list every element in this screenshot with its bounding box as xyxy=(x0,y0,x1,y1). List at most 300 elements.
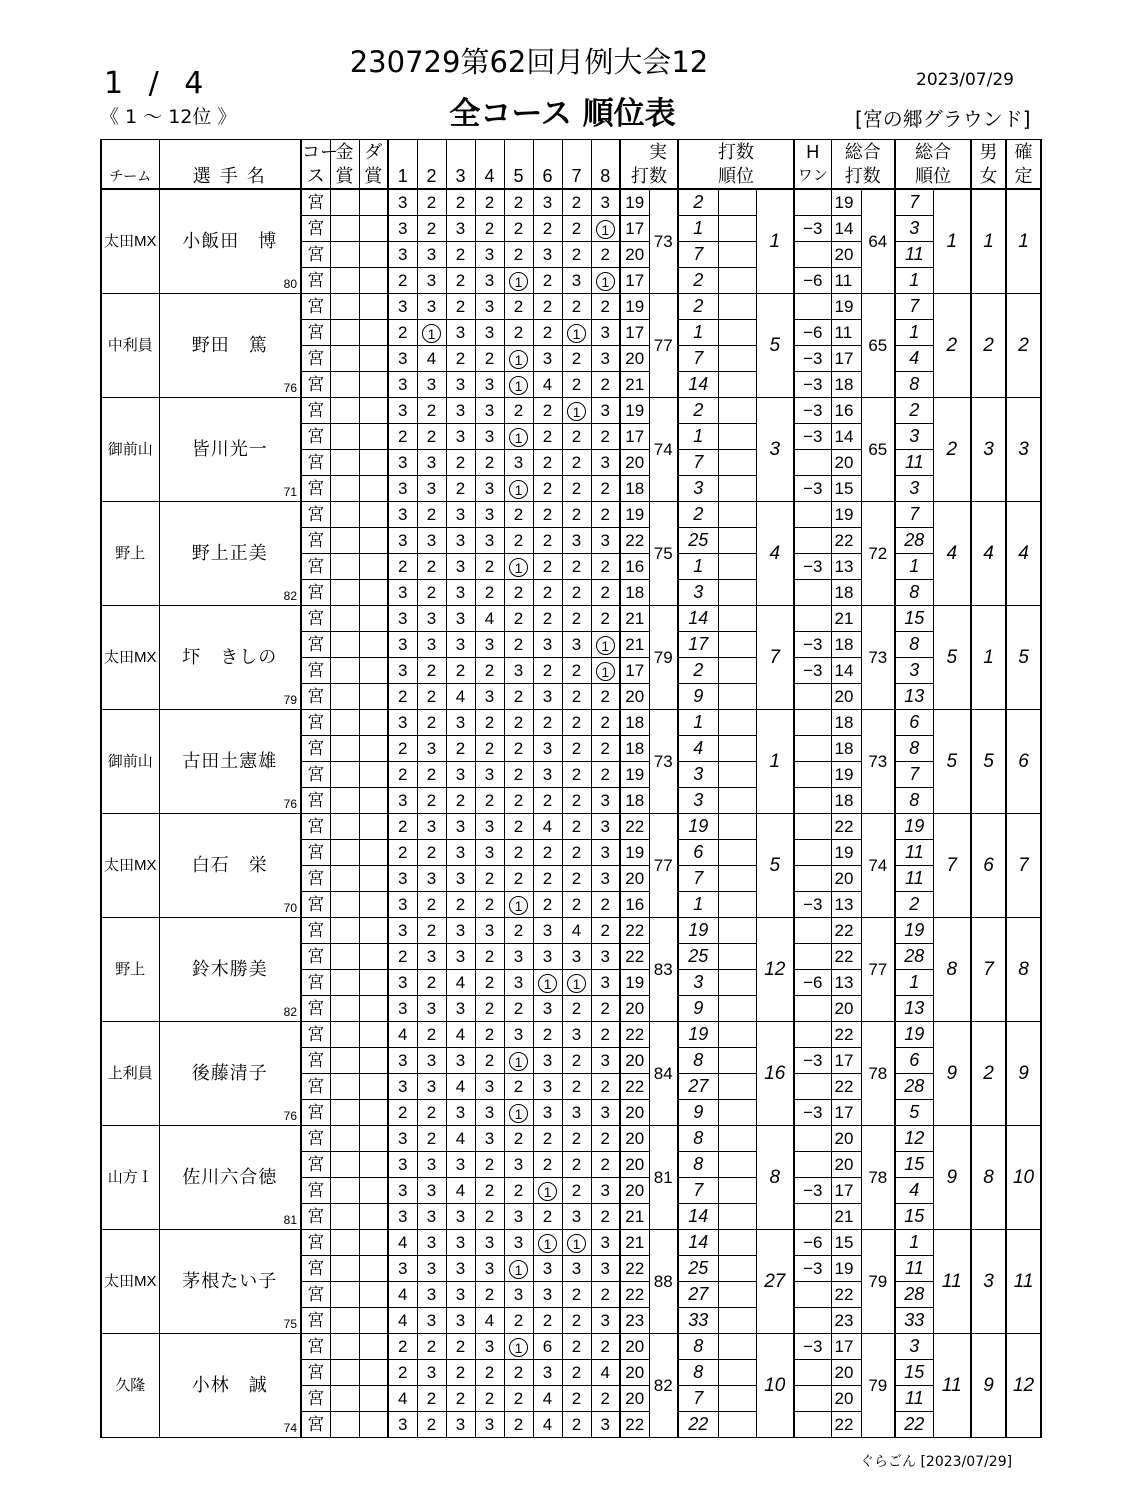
hole-7-score: 2 xyxy=(562,606,591,632)
round-score-cell: 22 xyxy=(620,1022,649,1048)
round-rank-spacer xyxy=(718,346,756,372)
gold-prize-cell xyxy=(330,1360,359,1386)
course-cell: 宮 xyxy=(301,996,330,1022)
course-cell: 宮 xyxy=(301,554,330,580)
player-age: 76 xyxy=(283,797,297,811)
round-rank-cell: 27 xyxy=(678,1282,718,1308)
course-cell: 宮 xyxy=(301,1074,330,1100)
round-rank-cell: 1 xyxy=(678,554,718,580)
round-overall-rank-cell: 7 xyxy=(895,502,933,528)
hole-8-score xyxy=(591,216,620,242)
course-cell: 宮 xyxy=(301,866,330,892)
hole-3-score: 3 xyxy=(446,1048,475,1074)
hole-2-score: 2 xyxy=(417,554,446,580)
hole-5-score: 2 xyxy=(504,1074,533,1100)
round-score-cell: 17 xyxy=(620,320,649,346)
hole-in-one-bonus-cell xyxy=(794,294,831,320)
gender-header: 女 xyxy=(971,164,1006,189)
player-name-cell xyxy=(159,918,301,1022)
hole-5-score xyxy=(504,892,533,918)
hole-8-score: 2 xyxy=(591,502,620,528)
round-rank-spacer xyxy=(718,788,756,814)
round-rank-cell: 1 xyxy=(678,892,718,918)
gender-rank-cell: 9 xyxy=(971,1334,1006,1438)
round-rank-spacer xyxy=(718,710,756,736)
da-prize-cell xyxy=(359,762,388,788)
combined-total-cell: 64 xyxy=(861,189,895,294)
round-rank-cell: 25 xyxy=(678,528,718,554)
da-prize-cell xyxy=(359,502,388,528)
hole-6-score: 3 xyxy=(533,1360,562,1386)
hole-4-score: 2 xyxy=(475,189,504,216)
hole-8-score: 3 xyxy=(591,840,620,866)
da-header: 賞 xyxy=(359,164,388,189)
overall-rank-cell: 2 xyxy=(933,398,971,502)
player-age: 82 xyxy=(283,1005,297,1019)
gold-prize-cell xyxy=(330,944,359,970)
round-total-cell: 21 xyxy=(831,606,861,632)
table-row xyxy=(101,294,1041,320)
course-cell: 宮 xyxy=(301,216,330,242)
round-overall-rank-cell: 4 xyxy=(895,1178,933,1204)
hole-7-score: 2 xyxy=(562,580,591,606)
hole-6-score: 6 xyxy=(533,1334,562,1360)
hole-2-score: 3 xyxy=(417,944,446,970)
round-rank-spacer xyxy=(718,1282,756,1308)
hole-in-one-bonus-cell xyxy=(794,1386,831,1412)
round-score-cell: 22 xyxy=(620,814,649,840)
hole-4-score: 2 xyxy=(475,970,504,996)
round-overall-rank-cell: 1 xyxy=(895,970,933,996)
hole-4-score: 2 xyxy=(475,1360,504,1386)
round-total-cell: 21 xyxy=(831,1204,861,1230)
hole-4-score: 2 xyxy=(475,1152,504,1178)
hole-5-score: 2 xyxy=(504,528,533,554)
round-total-cell: 17 xyxy=(831,1178,861,1204)
hole-7-score: 3 xyxy=(562,1204,591,1230)
hole-4-score: 3 xyxy=(475,1334,504,1360)
gold-prize-cell xyxy=(330,892,359,918)
round-score-cell: 22 xyxy=(620,1256,649,1282)
hole-in-one-bonus-cell: −6 xyxy=(794,1230,831,1256)
round-score-cell: 19 xyxy=(620,840,649,866)
hole-in-one-mark: 1 xyxy=(596,662,615,681)
hole-2-score: 2 xyxy=(417,788,446,814)
hole-7-score: 2 xyxy=(562,710,591,736)
hole-3-score: 2 xyxy=(446,242,475,268)
round-overall-rank-cell: 8 xyxy=(895,580,933,606)
hole-7-score: 2 xyxy=(562,189,591,216)
overall-rank-cell: 8 xyxy=(933,918,971,1022)
h-header-top: H xyxy=(794,140,831,165)
hole-5-score: 3 xyxy=(504,1152,533,1178)
round-rank-cell: 7 xyxy=(678,1178,718,1204)
hole-8-score xyxy=(591,268,620,294)
round-rank-cell: 8 xyxy=(678,1126,718,1152)
round-rank-cell: 1 xyxy=(678,424,718,450)
gold-prize-cell xyxy=(330,1256,359,1282)
final-rank-cell: 12 xyxy=(1006,1334,1041,1438)
round-total-cell: 14 xyxy=(831,424,861,450)
round-rank-cell: 2 xyxy=(678,189,718,216)
hole-in-one-bonus-cell xyxy=(794,944,831,970)
course-cell: 宮 xyxy=(301,320,330,346)
header-row-bottom xyxy=(101,164,1041,189)
round-score-cell: 17 xyxy=(620,658,649,684)
course-cell: 宮 xyxy=(301,970,330,996)
hole-5-score xyxy=(504,424,533,450)
round-score-cell: 21 xyxy=(620,632,649,658)
round-overall-rank-cell: 15 xyxy=(895,1152,933,1178)
da-prize-cell xyxy=(359,424,388,450)
gold-prize-cell xyxy=(330,658,359,684)
round-total-cell: 19 xyxy=(831,502,861,528)
round-score-cell: 19 xyxy=(620,294,649,320)
round-rank-cell: 6 xyxy=(678,840,718,866)
player-name-cell xyxy=(159,606,301,710)
round-rank-spacer xyxy=(718,1204,756,1230)
stroke-rank-cell: 8 xyxy=(756,1126,794,1230)
round-score-cell: 18 xyxy=(620,788,649,814)
hole-6-score: 2 xyxy=(533,216,562,242)
hole-8-score: 2 xyxy=(591,476,620,502)
hole-in-one-mark: 1 xyxy=(596,272,615,291)
round-rank-cell: 8 xyxy=(678,1152,718,1178)
hole-2-score: 2 xyxy=(417,1100,446,1126)
round-total-cell: 11 xyxy=(831,268,861,294)
hole-in-one-bonus-cell: −3 xyxy=(794,554,831,580)
hole-3-score: 3 xyxy=(446,1308,475,1334)
hole-6-score: 2 xyxy=(533,528,562,554)
round-overall-rank-cell: 8 xyxy=(895,372,933,398)
hole-7-score: 2 xyxy=(562,814,591,840)
hole-5-score: 2 xyxy=(504,814,533,840)
combined-total-cell: 74 xyxy=(861,814,895,918)
hole-2-score: 2 xyxy=(417,840,446,866)
hole-5-score: 3 xyxy=(504,450,533,476)
player-age: 79 xyxy=(283,693,297,707)
hole-in-one-bonus-cell: −6 xyxy=(794,268,831,294)
table-row xyxy=(101,814,1041,840)
hole-1-score: 3 xyxy=(388,528,417,554)
hole-4-score: 2 xyxy=(475,658,504,684)
hole-8-score: 2 xyxy=(591,892,620,918)
hole-4-score: 3 xyxy=(475,1256,504,1282)
da-prize-cell xyxy=(359,944,388,970)
actual-strokes-cell: 84 xyxy=(649,1022,678,1126)
hole-3-score: 2 xyxy=(446,736,475,762)
hole-1-score: 3 xyxy=(388,632,417,658)
overall-header: 順位 xyxy=(895,164,971,189)
gender-rank-cell: 7 xyxy=(971,918,1006,1022)
round-rank-spacer xyxy=(718,1126,756,1152)
hole-in-one-mark: 1 xyxy=(509,896,528,915)
round-score-cell: 19 xyxy=(620,502,649,528)
final-rank-cell: 7 xyxy=(1006,814,1041,918)
round-total-cell: 17 xyxy=(831,1048,861,1074)
overall-rank-cell: 5 xyxy=(933,710,971,814)
actual-header: 打数 xyxy=(620,164,678,189)
round-overall-rank-cell: 6 xyxy=(895,710,933,736)
hole-7-score: 2 xyxy=(562,1308,591,1334)
strokes-header-top: 打数 xyxy=(678,140,794,165)
overall-rank-cell: 7 xyxy=(933,814,971,918)
hole-4-score: 3 xyxy=(475,268,504,294)
player-name: 皆川光一 xyxy=(191,439,268,459)
hole-5-score: 2 xyxy=(504,294,533,320)
hole-6-score: 3 xyxy=(533,189,562,216)
da-prize-cell xyxy=(359,189,388,216)
hole-2-score: 3 xyxy=(417,268,446,294)
overall-rank-cell: 9 xyxy=(933,1126,971,1230)
hole-2-score: 3 xyxy=(417,606,446,632)
hole-5-score: 2 xyxy=(504,1178,533,1204)
hole-1-score: 4 xyxy=(388,1386,417,1412)
round-overall-rank-cell: 8 xyxy=(895,788,933,814)
actual-strokes-cell: 88 xyxy=(649,1230,678,1334)
hole-5-score: 3 xyxy=(504,944,533,970)
course-cell: 宮 xyxy=(301,398,330,424)
hole-6-score: 2 xyxy=(533,606,562,632)
hole-in-one-mark: 1 xyxy=(509,376,528,395)
hole-8-score: 2 xyxy=(591,918,620,944)
rank-range: 《 1 ～ 12位 》 xyxy=(100,106,237,128)
hole-7-score: 3 xyxy=(562,1256,591,1282)
course-cell: 宮 xyxy=(301,242,330,268)
combined-total-cell: 72 xyxy=(861,502,895,606)
hole-7-header: 7 xyxy=(562,164,591,189)
hole-2-score: 3 xyxy=(417,996,446,1022)
round-score-cell: 20 xyxy=(620,996,649,1022)
round-overall-rank-cell: 11 xyxy=(895,1256,933,1282)
table-row xyxy=(101,189,1041,216)
hole-4-score: 3 xyxy=(475,762,504,788)
hole-7-score: 2 xyxy=(562,242,591,268)
round-overall-rank-cell: 4 xyxy=(895,346,933,372)
round-total-cell: 18 xyxy=(831,372,861,398)
round-rank-cell: 14 xyxy=(678,372,718,398)
combined-total-cell: 65 xyxy=(861,398,895,502)
final-rank-cell: 9 xyxy=(1006,1022,1041,1126)
hole-7-score: 2 xyxy=(562,372,591,398)
round-score-cell: 22 xyxy=(620,944,649,970)
round-rank-cell: 14 xyxy=(678,1204,718,1230)
hole-8-score: 2 xyxy=(591,1126,620,1152)
da-prize-cell xyxy=(359,1230,388,1256)
da-prize-cell xyxy=(359,242,388,268)
round-total-cell: 13 xyxy=(831,970,861,996)
round-overall-rank-cell: 11 xyxy=(895,866,933,892)
gold-header: 賞 xyxy=(330,164,359,189)
round-rank-spacer xyxy=(718,528,756,554)
round-score-cell: 20 xyxy=(620,346,649,372)
hole-4-score: 3 xyxy=(475,476,504,502)
round-rank-cell: 19 xyxy=(678,918,718,944)
hole-7-score: 3 xyxy=(562,1022,591,1048)
round-rank-cell: 9 xyxy=(678,684,718,710)
course-cell: 宮 xyxy=(301,684,330,710)
da-prize-cell xyxy=(359,788,388,814)
hole-8-score: 3 xyxy=(591,528,620,554)
da-header-top: ダ xyxy=(359,140,388,165)
hole-in-one-bonus-cell xyxy=(794,762,831,788)
round-total-cell: 14 xyxy=(831,216,861,242)
hole-1-score: 2 xyxy=(388,1334,417,1360)
hole-3-score: 3 xyxy=(446,216,475,242)
hole-7-score: 2 xyxy=(562,1178,591,1204)
round-score-cell: 20 xyxy=(620,1360,649,1386)
round-score-cell: 20 xyxy=(620,1386,649,1412)
round-rank-spacer xyxy=(718,996,756,1022)
hole-7-score: 2 xyxy=(562,1126,591,1152)
hole-8-score: 3 xyxy=(591,1100,620,1126)
hole-8-score: 3 xyxy=(591,450,620,476)
player-name: 鈴木勝美 xyxy=(191,959,268,979)
hole-4-score: 3 xyxy=(475,1100,504,1126)
round-rank-spacer xyxy=(718,1386,756,1412)
gender-rank-cell: 5 xyxy=(971,710,1006,814)
gold-prize-cell xyxy=(330,320,359,346)
hole-in-one-mark: 1 xyxy=(509,1104,528,1123)
actual-strokes-cell: 81 xyxy=(649,1126,678,1230)
da-prize-cell xyxy=(359,606,388,632)
player-name: 野上正美 xyxy=(191,543,268,563)
da-prize-cell xyxy=(359,1048,388,1074)
round-score-cell: 20 xyxy=(620,1100,649,1126)
hole-5-score xyxy=(504,268,533,294)
gold-prize-cell xyxy=(330,502,359,528)
hole-2-score: 4 xyxy=(417,346,446,372)
hole-7-score: 2 xyxy=(562,1282,591,1308)
hole-1-score: 3 xyxy=(388,996,417,1022)
hole-3-score: 4 xyxy=(446,1126,475,1152)
round-rank-cell: 7 xyxy=(678,866,718,892)
round-total-cell: 15 xyxy=(831,1230,861,1256)
hole-5-score: 2 xyxy=(504,242,533,268)
round-total-cell: 20 xyxy=(831,242,861,268)
strokes-header: 順位 xyxy=(678,164,794,189)
course-cell: 宮 xyxy=(301,1308,330,1334)
gold-prize-cell xyxy=(330,606,359,632)
actual-header-top: 実 xyxy=(649,140,678,165)
hole-3-score: 3 xyxy=(446,502,475,528)
gender-rank-cell: 1 xyxy=(971,606,1006,710)
round-overall-rank-cell: 7 xyxy=(895,189,933,216)
round-total-cell: 20 xyxy=(831,866,861,892)
gold-prize-cell xyxy=(330,476,359,502)
hole-in-one-bonus-cell xyxy=(794,1412,831,1438)
h-header: ワン xyxy=(794,164,831,189)
hole-in-one-bonus-cell xyxy=(794,1152,831,1178)
stroke-rank-cell: 1 xyxy=(756,710,794,814)
player-age: 81 xyxy=(283,1213,297,1227)
hole-in-one-bonus-cell xyxy=(794,1360,831,1386)
round-rank-cell: 19 xyxy=(678,814,718,840)
actual-strokes-cell: 73 xyxy=(649,189,678,294)
hole-8-score: 3 xyxy=(591,1256,620,1282)
overall-rank-cell: 11 xyxy=(933,1230,971,1334)
course-cell: 宮 xyxy=(301,476,330,502)
round-overall-rank-cell: 11 xyxy=(895,840,933,866)
hole-3-score: 2 xyxy=(446,268,475,294)
combined-total-cell: 79 xyxy=(861,1334,895,1438)
player-name-cell xyxy=(159,1334,301,1438)
hole-6-score: 2 xyxy=(533,320,562,346)
round-total-cell: 22 xyxy=(831,814,861,840)
hole-8-score: 3 xyxy=(591,1048,620,1074)
hole-2-score: 3 xyxy=(417,1282,446,1308)
hole-5-score: 2 xyxy=(504,1126,533,1152)
hole-1-score: 3 xyxy=(388,866,417,892)
round-rank-cell: 7 xyxy=(678,242,718,268)
stroke-rank-cell: 27 xyxy=(756,1230,794,1334)
hole-5-score xyxy=(504,1256,533,1282)
hole-8-score: 2 xyxy=(591,606,620,632)
course-cell: 宮 xyxy=(301,944,330,970)
player-name-cell xyxy=(159,398,301,502)
hole-2-score: 3 xyxy=(417,632,446,658)
hole-7-score xyxy=(562,970,591,996)
hole-in-one-bonus-cell xyxy=(794,606,831,632)
round-overall-rank-cell: 28 xyxy=(895,1074,933,1100)
da-prize-cell xyxy=(359,1308,388,1334)
name-header-top xyxy=(159,140,301,165)
da-prize-cell xyxy=(359,1178,388,1204)
hole-8-score: 2 xyxy=(591,424,620,450)
hole-in-one-bonus-cell: −3 xyxy=(794,1178,831,1204)
gold-prize-cell xyxy=(330,1126,359,1152)
stroke-rank-cell: 5 xyxy=(756,294,794,398)
gender-rank-cell: 3 xyxy=(971,398,1006,502)
combined-total-cell: 73 xyxy=(861,606,895,710)
round-rank-cell: 8 xyxy=(678,1334,718,1360)
gender-rank-cell: 2 xyxy=(971,294,1006,398)
hole-5-score: 2 xyxy=(504,710,533,736)
gold-prize-cell xyxy=(330,268,359,294)
course-cell: 宮 xyxy=(301,1126,330,1152)
round-score-cell: 20 xyxy=(620,866,649,892)
hole-2-score xyxy=(417,320,446,346)
hole-5-score: 2 xyxy=(504,684,533,710)
round-rank-spacer xyxy=(718,684,756,710)
hole-in-one-bonus-cell xyxy=(794,1022,831,1048)
hole-3-score: 3 xyxy=(446,554,475,580)
hole-5-score: 3 xyxy=(504,970,533,996)
hole-4-score: 3 xyxy=(475,528,504,554)
hole-4-score: 3 xyxy=(475,1074,504,1100)
hole-5-score: 2 xyxy=(504,320,533,346)
stroke-rank-cell: 10 xyxy=(756,1334,794,1438)
hole-2-score: 3 xyxy=(417,1256,446,1282)
round-rank-cell: 27 xyxy=(678,1074,718,1100)
da-prize-cell xyxy=(359,632,388,658)
hole-2-score: 2 xyxy=(417,1022,446,1048)
round-total-cell: 20 xyxy=(831,1126,861,1152)
hole-1-score: 3 xyxy=(388,502,417,528)
hole-1-score: 3 xyxy=(388,580,417,606)
hole-8-score: 2 xyxy=(591,1022,620,1048)
hole-5-score: 3 xyxy=(504,1204,533,1230)
hole-in-one-bonus-cell xyxy=(794,189,831,216)
round-rank-cell: 3 xyxy=(678,580,718,606)
round-rank-spacer xyxy=(718,1360,756,1386)
hole-7-score: 2 xyxy=(562,1048,591,1074)
round-score-cell: 22 xyxy=(620,1282,649,1308)
hole-4-score: 2 xyxy=(475,450,504,476)
hole-2-score: 3 xyxy=(417,294,446,320)
gold-prize-cell xyxy=(330,528,359,554)
player-age: 75 xyxy=(283,1317,297,1331)
